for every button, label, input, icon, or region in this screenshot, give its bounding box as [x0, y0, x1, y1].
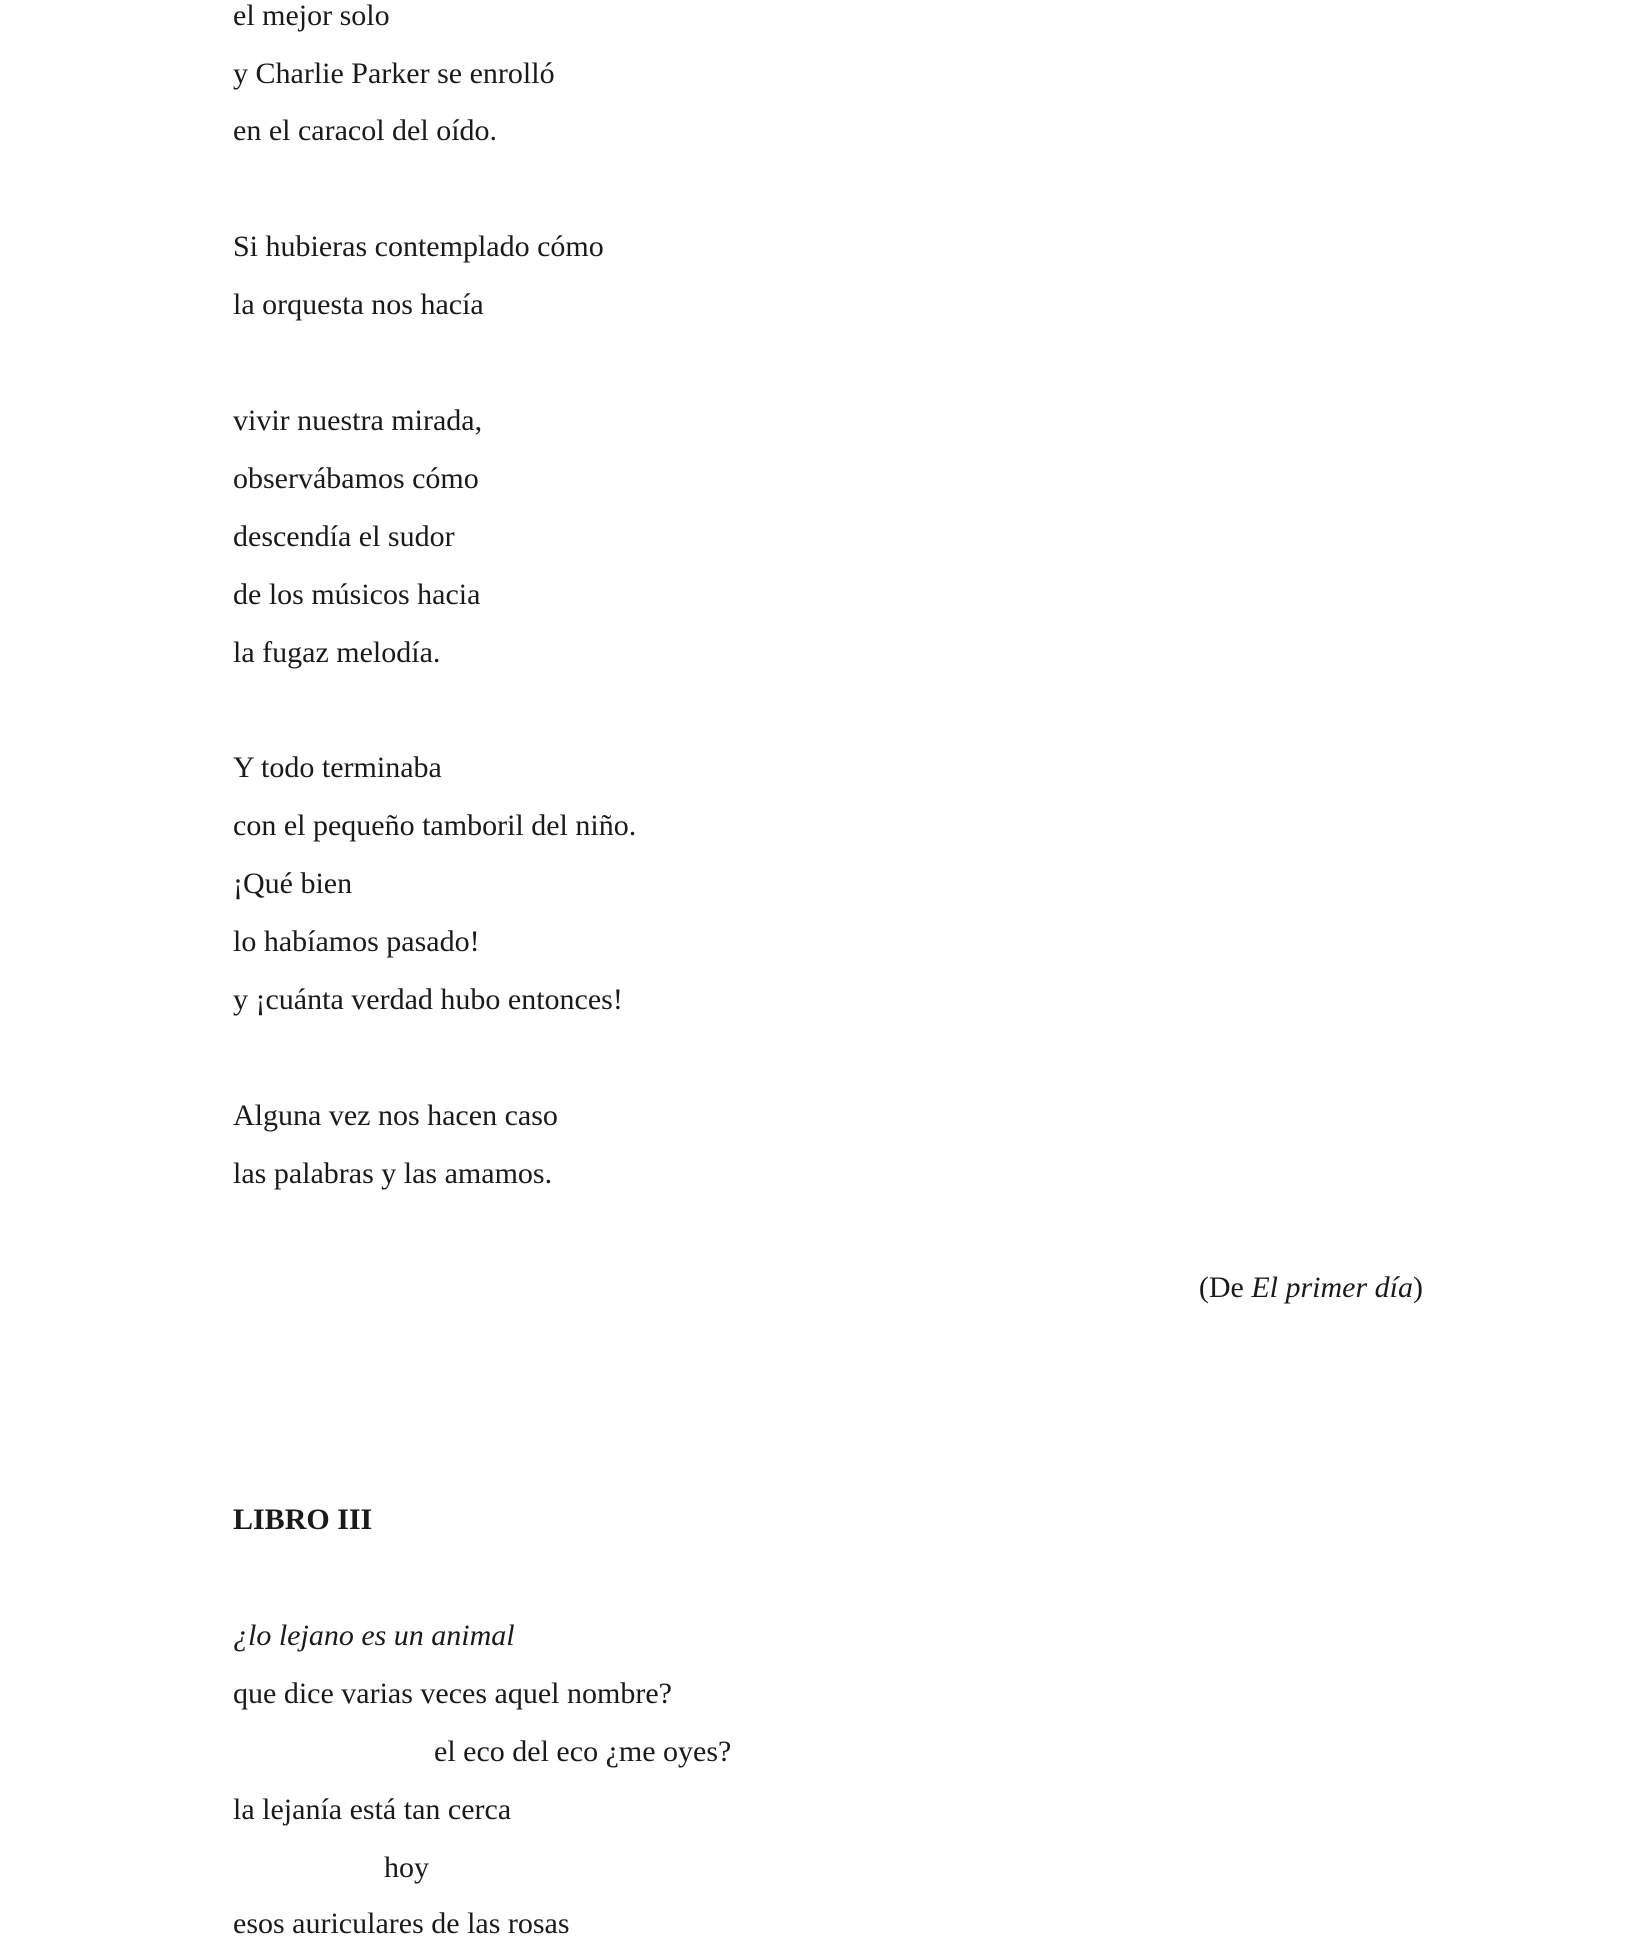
poem-line: y ¡cuánta verdad hubo entonces! — [233, 983, 623, 1016]
poem-line: en el caracol del oído. — [233, 114, 498, 147]
poem-line: la lejanía está tan cerca — [233, 1793, 512, 1826]
poem-line: con el pequeño tamboril del niño. — [233, 809, 637, 842]
poem-line: que dice varias veces aquel nombre? — [233, 1677, 672, 1710]
poem-line: descendía el sudor — [233, 520, 455, 553]
poem-line: las palabras y las amamos. — [233, 1157, 553, 1190]
section-heading: LIBRO III — [233, 1503, 373, 1536]
source-prefix: (De — [1198, 1271, 1252, 1304]
poem-line: y Charlie Parker se enrolló — [233, 57, 555, 90]
source-title: El primer día — [1251, 1271, 1413, 1304]
source-suffix: ) — [1413, 1271, 1423, 1304]
poem-line: la fugaz melodía. — [233, 636, 441, 669]
poem-line: observábamos cómo — [233, 462, 479, 495]
poem-line: de los músicos hacia — [233, 578, 481, 611]
poem-line: esos auriculares de las rosas — [233, 1907, 570, 1940]
poem-line: ¿lo lejano es un animal — [233, 1619, 515, 1652]
poem-line: la orquesta nos hacía — [233, 288, 484, 321]
poem-line: lo habíamos pasado! — [233, 925, 480, 958]
poem-line: el mejor solo — [233, 0, 390, 32]
poem-line: Y todo terminaba — [233, 751, 442, 784]
poem-source — [1199, 1270, 1423, 1306]
poem-line: Alguna vez nos hacen caso — [233, 1099, 558, 1132]
poem-line: ¡Qué bien — [233, 867, 353, 900]
poem-line: vivir nuestra mirada, — [233, 404, 483, 437]
poem-line: Si hubieras contemplado cómo — [233, 230, 604, 263]
poem-line-indented: el eco del eco ¿me oyes? — [434, 1735, 732, 1768]
poem-line-indented: hoy — [384, 1851, 429, 1884]
